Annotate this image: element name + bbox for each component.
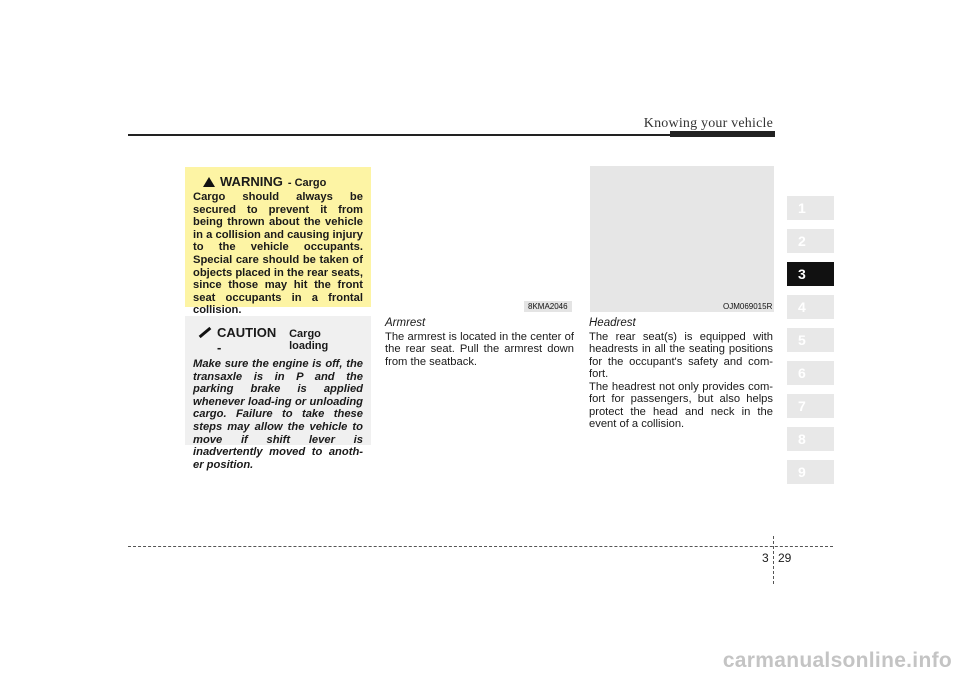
headrest-heading: Headrest: [589, 317, 636, 329]
warning-text: Cargo should always be secured to prevent it from being thrown about the vehicle in a collision and causing injury to the vehicle occupants. Special care should be taken of objects placed in the rear seats, since those may hit the front seat occupants in a frontal collision.: [193, 191, 363, 317]
caution-subject: Cargo loading: [289, 328, 329, 352]
page-chapter-number: 3: [762, 551, 769, 565]
caution-box: [185, 316, 371, 471]
page-number: 29: [778, 551, 792, 565]
chapter-tab-4[interactable]: 4: [787, 295, 834, 319]
page-section-title: Knowing your vehicle: [643, 116, 773, 131]
chapter-tab-2[interactable]: 2: [787, 229, 834, 253]
chapter-tab-5[interactable]: 5: [787, 328, 834, 352]
caution-pen-icon: [199, 327, 212, 338]
watermark: carmanualsonline.info: [722, 649, 952, 672]
headrest-figure: [590, 166, 774, 312]
chapter-tabs: [787, 196, 834, 493]
warning-word: WARNING: [220, 174, 283, 189]
caution-text: Make sure the engine is off, the transaxle is in P and the parking brake is applied whenever load-ing or unloading cargo. Failure to take these steps may allow the vehicle to move if shift lever is inadvertently moved to anoth-er position.: [193, 358, 363, 471]
armrest-text: The armrest is located in the center of the rear seat. Pull the armrest down from the seatback.: [385, 331, 574, 368]
chapter-tab-8[interactable]: 8: [787, 427, 834, 451]
armrest-heading: Armrest: [385, 317, 426, 329]
footer-rule: [128, 546, 833, 547]
chapter-tab-6[interactable]: 6: [787, 361, 834, 385]
headrest-figure-code: OJM069015R: [723, 302, 773, 311]
warning-box: [185, 167, 371, 317]
caution-heading: [198, 325, 363, 355]
warning-triangle-icon: [203, 177, 215, 187]
page-number-divider: [773, 536, 774, 584]
armrest-figure-code: 8KMA2046: [524, 301, 572, 312]
caution-word: CAUTION -: [216, 325, 277, 355]
header-rule-accent: [670, 131, 775, 137]
headrest-paragraph-2: The headrest not only provides com-fort for passengers, but also helps protect the head and neck in the event of a collision.: [589, 381, 773, 431]
warning-heading: [203, 174, 363, 189]
chapter-tab-7[interactable]: 7: [787, 394, 834, 418]
headrest-paragraph-1: The rear seat(s) is equipped with headrests in all the seating positions for the occupant's safety and com-fort.: [589, 331, 773, 381]
chapter-tab-1[interactable]: 1: [787, 196, 834, 220]
warning-subject: - Cargo: [287, 177, 327, 189]
chapter-tab-9[interactable]: 9: [787, 460, 834, 484]
chapter-tab-3[interactable]: 3: [787, 262, 834, 286]
